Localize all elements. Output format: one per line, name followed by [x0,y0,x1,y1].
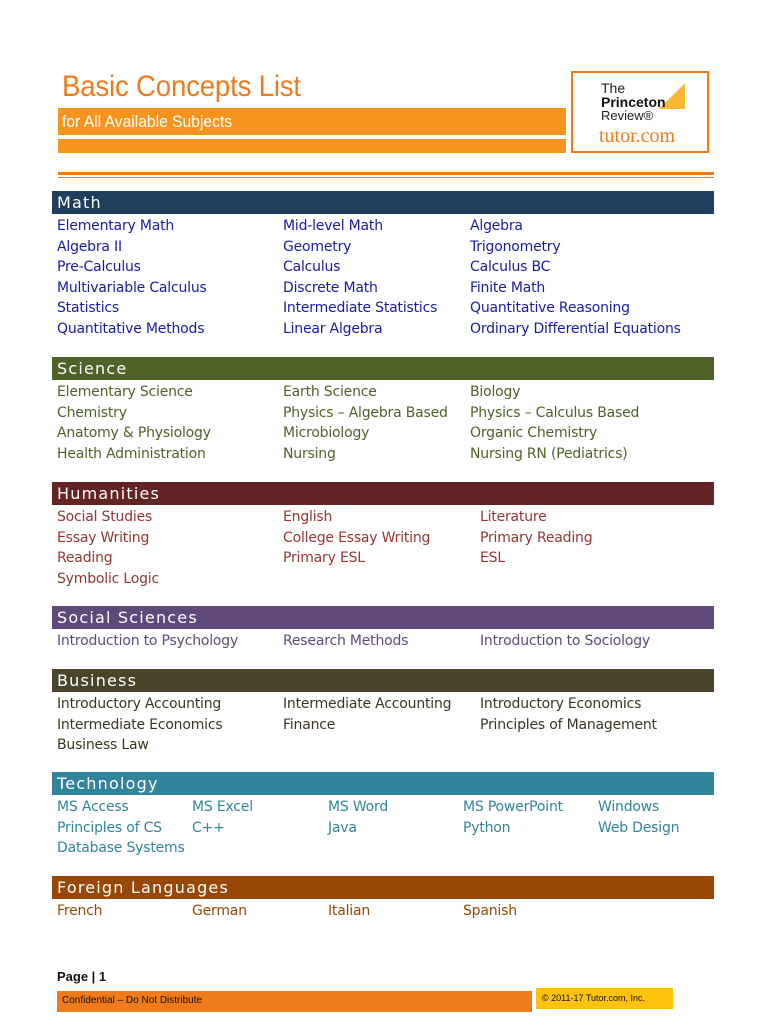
header-rule-thin [58,177,714,178]
subject-item: Earth Science [283,384,377,400]
subject-item: Primary Reading [480,529,593,546]
subject-item: English [283,509,333,525]
subject-item: Social Studies [57,509,153,525]
subject-item: Microbiology [283,425,370,442]
subject-item: MS PowerPoint [463,799,563,815]
footer-confidential: Confidential – Do Not Distribute [62,995,203,1006]
subject-item: Spanish [463,903,517,919]
subject-item: Statistics [57,300,119,317]
subject-item: MS Word [328,799,389,815]
subject-item: Discrete Math [283,279,378,296]
subject-item: Business Law [57,737,149,754]
subject-item: Introductory Accounting [57,696,222,712]
subject-item: Research Methods [283,633,409,649]
section-header: Business [52,669,714,692]
subject-item: Algebra II [57,238,122,255]
subject-item: Introduction to Psychology [57,633,239,649]
subject-item: ESL [480,550,505,567]
subject-item: Primary ESL [283,550,365,567]
subject-item: MS Excel [192,799,253,815]
section-foreign-languages [52,876,714,924]
princeton-review-logo [571,71,709,153]
section-header: Humanities [52,482,714,505]
logo-brand: tutor.com [599,125,676,147]
logo-line3: Review® [601,108,654,123]
subject-item: Trigonometry [470,238,561,255]
section-header: Technology [52,772,714,795]
subject-item: Introduction to Sociology [480,633,650,649]
subject-item: C++ [192,819,225,836]
section-business [52,669,714,758]
subject-item: Physics – Calculus Based [470,404,640,421]
subject-item: Introductory Economics [480,696,642,712]
subject-item: Mid-level Math [283,218,383,234]
subject-item: Elementary Math [57,218,175,234]
subject-item: German [192,903,247,919]
subject-item: French [57,903,103,919]
subtitle-thin-bar [58,139,566,153]
section-header: Foreign Languages [52,876,714,899]
subject-item: Calculus [283,259,341,276]
subject-item: Geometry [283,238,352,255]
subject-item: Biology [470,384,521,400]
page-subtitle: for All Available Subjects [62,112,233,131]
subject-item: Java [328,819,357,836]
subject-item: Python [463,819,511,836]
section-humanities [52,482,714,591]
section-header: Social Sciences [52,606,714,629]
subject-item: Organic Chemistry [470,425,598,442]
subject-item: Physics – Algebra Based [283,404,448,421]
subject-item: Finance [283,716,336,733]
footer-page-number: Page | 1 [57,969,107,984]
subject-item: Quantitative Reasoning [470,300,630,317]
subject-item: Principles of Management [480,716,657,733]
subject-item: Ordinary Differential Equations [470,321,681,337]
subject-item: Intermediate Statistics [283,300,438,317]
logo-line2: Princeton [601,94,666,110]
subject-item: MS Access [57,799,129,815]
subject-item: Linear Algebra [283,321,383,337]
logo-line1: The [601,80,626,96]
subject-item: College Essay Writing [283,529,431,546]
subject-item: Symbolic Logic [57,570,159,587]
footer-copyright: © 2011-17 Tutor.com, Inc. [536,988,673,1009]
subject-item: Essay Writing [57,529,150,546]
subject-item: Nursing RN (Pediatrics) [470,445,628,462]
subject-item: Intermediate Economics [57,716,223,733]
section-header: Science [52,357,714,380]
subject-item: Anatomy & Physiology [57,425,211,442]
subject-item: Elementary Science [57,384,193,400]
subject-item: Intermediate Accounting [283,696,452,712]
subject-item: Italian [328,903,371,919]
section-technology [52,772,714,861]
subject-item: Quantitative Methods [57,321,205,337]
subject-item: Algebra [470,218,523,234]
subject-item: Web Design [598,819,680,836]
subject-item: Nursing [283,445,336,462]
section-header: Math [52,191,714,214]
section-science [52,357,714,466]
subject-item: Literature [480,509,547,525]
subject-item: Health Administration [57,445,206,462]
header-rule-thick [58,172,714,175]
page-title: Basic Concepts List [62,70,301,103]
subject-item: Reading [57,550,113,567]
section-math [52,191,714,342]
subject-item: Principles of CS [57,819,162,836]
section-social-sciences [52,606,714,654]
subject-item: Finite Math [470,279,546,296]
subject-item: Database Systems [57,840,185,857]
subject-item: Calculus BC [470,259,551,276]
subject-item: Pre-Calculus [57,259,141,276]
subject-item: Multivariable Calculus [57,279,207,296]
subject-item: Windows [598,799,660,815]
subject-item: Chemistry [57,404,127,421]
